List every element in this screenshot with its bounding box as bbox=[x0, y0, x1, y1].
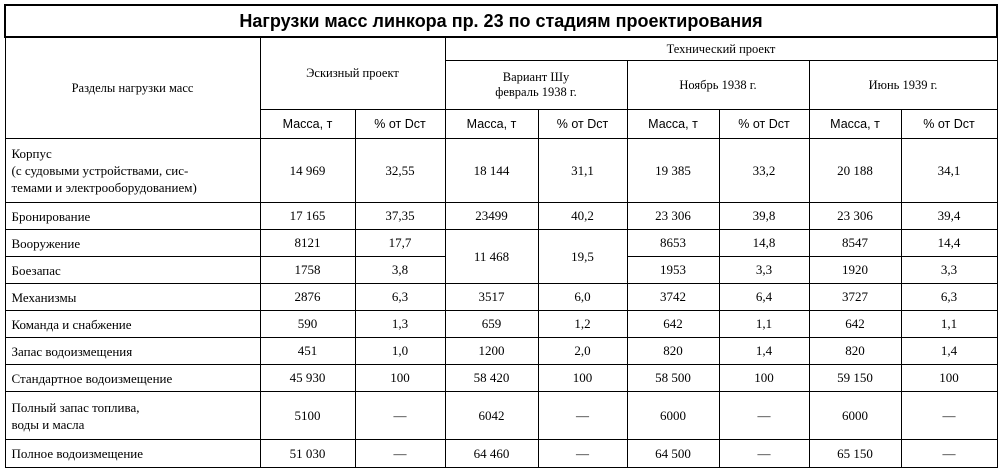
cell-value: 8653 bbox=[627, 230, 719, 257]
cell-value: 1,3 bbox=[355, 311, 445, 338]
technical-project-header: Технический проект bbox=[445, 37, 997, 61]
cell-value: 34,1 bbox=[901, 139, 997, 203]
cell-value: 6,3 bbox=[901, 284, 997, 311]
cell-value: 1920 bbox=[809, 257, 901, 284]
row-label: Боезапас bbox=[5, 257, 260, 284]
cell-value: 51 030 bbox=[260, 440, 355, 468]
cell-value: — bbox=[538, 440, 627, 468]
cell-value: 3742 bbox=[627, 284, 719, 311]
cell-value: 59 150 bbox=[809, 365, 901, 392]
cell-value: 17,7 bbox=[355, 230, 445, 257]
table-row bbox=[5, 338, 997, 365]
cell-value: 642 bbox=[809, 311, 901, 338]
table-row bbox=[5, 392, 997, 440]
cell-value: 14,4 bbox=[901, 230, 997, 257]
cell-value: 20 188 bbox=[809, 139, 901, 203]
cell-value: 3517 bbox=[445, 284, 538, 311]
table-row bbox=[5, 440, 997, 468]
table-row bbox=[5, 284, 997, 311]
cell-value: 19 385 bbox=[627, 139, 719, 203]
pct-header: % от Dст bbox=[719, 110, 809, 139]
cell-value: 451 bbox=[260, 338, 355, 365]
cell-value: 1953 bbox=[627, 257, 719, 284]
cell-value: 64 500 bbox=[627, 440, 719, 468]
cell-value: 31,1 bbox=[538, 139, 627, 203]
row-label-line: (с судовыми устройствами, сис- bbox=[11, 163, 189, 178]
cell-value: 6042 bbox=[445, 392, 538, 440]
row-label-line: темами и электрооборудованием) bbox=[11, 180, 197, 195]
cell-value: — bbox=[355, 392, 445, 440]
cell-value: — bbox=[901, 392, 997, 440]
cell-value: 45 930 bbox=[260, 365, 355, 392]
mass-loads-table bbox=[4, 4, 998, 468]
cell-value: 32,55 bbox=[355, 139, 445, 203]
table-row bbox=[5, 311, 997, 338]
cell-value-merged: 19,5 bbox=[538, 230, 627, 284]
variant-1-header bbox=[445, 61, 627, 110]
cell-value: 40,2 bbox=[538, 203, 627, 230]
cell-value: 58 420 bbox=[445, 365, 538, 392]
cell-value-merged: 11 468 bbox=[445, 230, 538, 284]
row-label-line: Корпус bbox=[11, 146, 52, 161]
cell-value: 1,1 bbox=[719, 311, 809, 338]
cell-value: 100 bbox=[901, 365, 997, 392]
cell-value: 64 460 bbox=[445, 440, 538, 468]
cell-value: 1,4 bbox=[719, 338, 809, 365]
cell-value: 642 bbox=[627, 311, 719, 338]
table-title: Нагрузки масс линкора пр. 23 по стадиям проектирования bbox=[5, 5, 997, 37]
cell-value: 6000 bbox=[809, 392, 901, 440]
row-label bbox=[5, 392, 260, 440]
table-row bbox=[5, 230, 997, 257]
row-label: Бронирование bbox=[5, 203, 260, 230]
row-label bbox=[5, 139, 260, 203]
cell-value: 6,4 bbox=[719, 284, 809, 311]
cell-value: 39,4 bbox=[901, 203, 997, 230]
cell-value: 1,2 bbox=[538, 311, 627, 338]
cell-value: 6000 bbox=[627, 392, 719, 440]
cell-value: 1,0 bbox=[355, 338, 445, 365]
cell-value: 3,3 bbox=[719, 257, 809, 284]
cell-value: — bbox=[901, 440, 997, 468]
cell-value: 3727 bbox=[809, 284, 901, 311]
cell-value: — bbox=[719, 392, 809, 440]
cell-value: 100 bbox=[355, 365, 445, 392]
variant-1-date: февраль 1938 г. bbox=[495, 85, 577, 99]
cell-value: 65 150 bbox=[809, 440, 901, 468]
pct-header: % от Dст bbox=[355, 110, 445, 139]
cell-value: 8547 bbox=[809, 230, 901, 257]
cell-value: — bbox=[538, 392, 627, 440]
cell-value: 37,35 bbox=[355, 203, 445, 230]
pct-header: % от Dст bbox=[901, 110, 997, 139]
table-container bbox=[4, 4, 996, 472]
cell-value: 590 bbox=[260, 311, 355, 338]
draft-project-header: Эскизный проект bbox=[260, 37, 445, 110]
row-label: Полное водоизмещение bbox=[5, 440, 260, 468]
cell-value: 18 144 bbox=[445, 139, 538, 203]
cell-value: 8121 bbox=[260, 230, 355, 257]
mass-header: Масса, т bbox=[260, 110, 355, 139]
row-label: Запас водоизмещения bbox=[5, 338, 260, 365]
row-label-line: Полный запас топлива, bbox=[11, 399, 140, 415]
cell-value: 2876 bbox=[260, 284, 355, 311]
cell-value: 1200 bbox=[445, 338, 538, 365]
row-label: Стандартное водоизмещение bbox=[5, 365, 260, 392]
row-label-line: воды и масла bbox=[11, 416, 85, 432]
row-label: Механизмы bbox=[5, 284, 260, 311]
cell-value: 100 bbox=[719, 365, 809, 392]
cell-value: 33,2 bbox=[719, 139, 809, 203]
cell-value: 6,0 bbox=[538, 284, 627, 311]
variant-2-header: Ноябрь 1938 г. bbox=[627, 61, 809, 110]
row-label: Команда и снабжение bbox=[5, 311, 260, 338]
cell-value: 23 306 bbox=[627, 203, 719, 230]
table-row bbox=[5, 365, 997, 392]
cell-value: 659 bbox=[445, 311, 538, 338]
cell-value: 23 306 bbox=[809, 203, 901, 230]
sections-header: Разделы нагрузки масс bbox=[5, 37, 260, 139]
cell-value: 58 500 bbox=[627, 365, 719, 392]
cell-value: 39,8 bbox=[719, 203, 809, 230]
pct-header: % от Dст bbox=[538, 110, 627, 139]
cell-value: 100 bbox=[538, 365, 627, 392]
cell-value: 6,3 bbox=[355, 284, 445, 311]
cell-value: 14 969 bbox=[260, 139, 355, 203]
cell-value: 3,8 bbox=[355, 257, 445, 284]
cell-value: 14,8 bbox=[719, 230, 809, 257]
table-row bbox=[5, 139, 997, 203]
cell-value: 1,1 bbox=[901, 311, 997, 338]
mass-header: Масса, т bbox=[809, 110, 901, 139]
mass-header: Масса, т bbox=[445, 110, 538, 139]
variant-1-name: Вариант Шу bbox=[502, 70, 570, 84]
cell-value: 1758 bbox=[260, 257, 355, 284]
cell-value: 5100 bbox=[260, 392, 355, 440]
cell-value: — bbox=[719, 440, 809, 468]
cell-value: 23499 bbox=[445, 203, 538, 230]
mass-header: Масса, т bbox=[627, 110, 719, 139]
cell-value: 820 bbox=[809, 338, 901, 365]
cell-value: 1,4 bbox=[901, 338, 997, 365]
cell-value: — bbox=[355, 440, 445, 468]
cell-value: 17 165 bbox=[260, 203, 355, 230]
variant-3-header: Июнь 1939 г. bbox=[809, 61, 997, 110]
row-label: Вооружение bbox=[5, 230, 260, 257]
cell-value: 820 bbox=[627, 338, 719, 365]
cell-value: 2,0 bbox=[538, 338, 627, 365]
table-row bbox=[5, 203, 997, 230]
cell-value: 3,3 bbox=[901, 257, 997, 284]
